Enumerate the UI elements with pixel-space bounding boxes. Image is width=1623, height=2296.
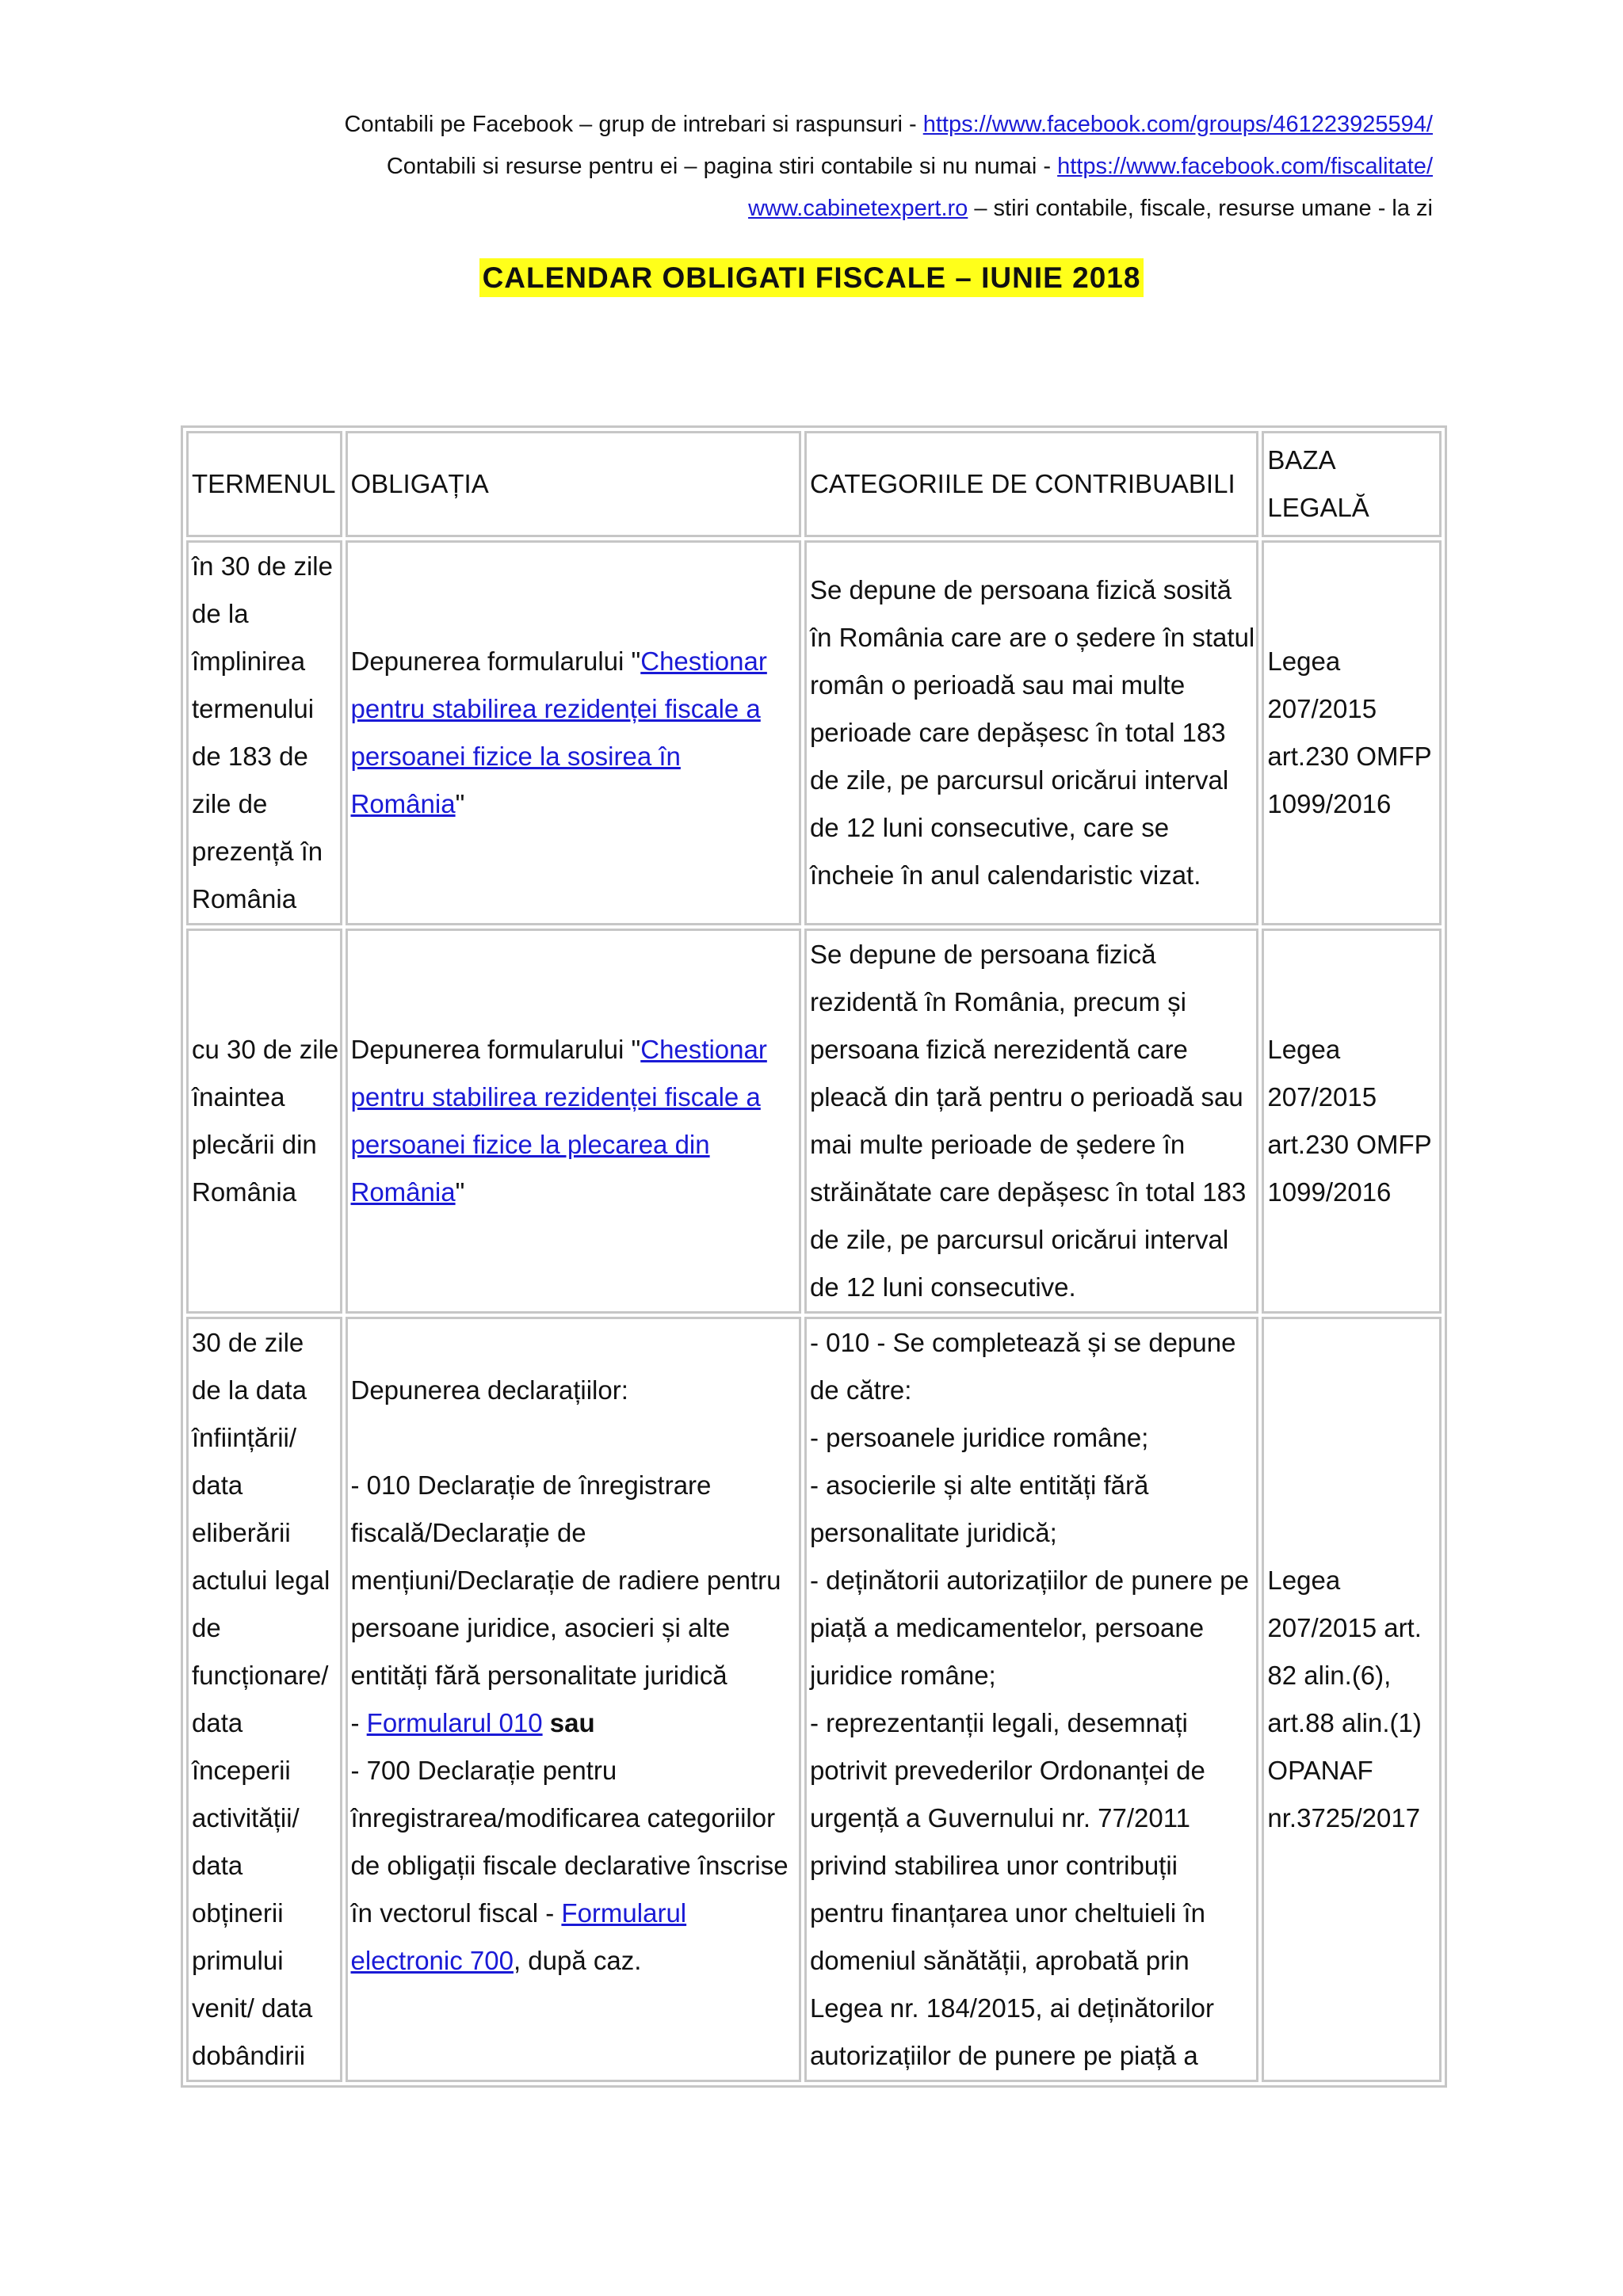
obligatie-prefix: Depunerea formularului " [350,1035,641,1064]
cell-baza: Legea 207/2015 art.230 OMFP 1099/2016 [1262,540,1442,925]
header-line-2-text: Contabili si resurse pentru ei – pagina stiri contabile si nu numai - [386,154,1058,179]
prefix: - [350,1708,367,1737]
categorii-line: - deținătorii autorizațiilor de punere pe piață a medicamentelor, persoane juridice române; [809,1566,1249,1690]
obligatie-intro: Depunerea declarațiilor: [350,1375,628,1405]
header-categorii: CATEGORIILE DE CONTRIBUABILI [804,431,1258,537]
cabinetexpert-link[interactable]: www.cabinetexpert.ro [748,196,968,221]
header-line-3 [345,188,1434,230]
categorii-line: - asocierile și alte entități fără personalitate juridică; [809,1470,1149,1547]
header-termenul: TERMENUL [186,431,342,537]
cell-obligatie [346,1317,801,2082]
obligatie-700 [351,1747,799,1985]
obligatie-suffix: " [455,1177,465,1207]
obligatie-010-form [351,1699,799,1747]
cell-baza: Legea 207/2015 art. 82 alin.(6), art.88 alin.(1) OPANAF nr.3725/2017 [1262,1317,1442,2082]
header-line-3-text: – stiri contabile, fiscale, resurse umane - la zi [968,196,1433,221]
categorii-line: - 010 - Se completează și se depune de către: [809,1328,1236,1405]
cell-categorii: Se depune de persoana fizică rezidentă în România, precum și persoana fizică nerezidentă care pleacă din țară pentru o perioadă sau mai multe perioade de ședere în străinătate care depășesc în total 183 de zile, pe parcursul oricărui interval de 12 luni consecutive. [804,929,1258,1314]
sau-label: sau [549,1708,595,1737]
obligations-table [181,425,1447,2088]
obligatie-suffix: " [455,789,465,818]
document-title: CALENDAR OBLIGATI FISCALE – IUNIE 2018 [479,258,1144,297]
facebook-group-link[interactable]: https://www.facebook.com/groups/461223925594/ [922,112,1433,137]
cell-obligatie [346,540,801,925]
cell-baza: Legea 207/2015 art.230 OMFP 1099/2016 [1262,929,1442,1314]
cell-termen: în 30 de zile de la împlinirea termenului de 183 de zile de prezență în România [186,540,342,925]
table-row [186,1317,1442,2082]
chestionar-plecare-link[interactable]: Chestionar pentru stabilirea rezidenței fiscale a persoanei fizice la plecarea din România [350,1035,767,1207]
header-baza-legala: BAZA LEGALĂ [1262,431,1442,537]
obligatie-prefix: Depunerea formularului " [350,646,641,676]
chestionar-sosire-link[interactable]: Chestionar pentru stabilirea rezidenței fiscale a persoanei fizice la sosirea în România [350,646,767,818]
formular-700-link[interactable]: Formularul electronic 700 [350,1898,687,1975]
header-line-1-text: Contabili pe Facebook – grup de intrebari si raspunsuri - [344,112,923,137]
document-title-wrap [0,261,1623,295]
table-row [186,929,1442,1314]
cell-obligatie [346,929,801,1314]
obligatie-700-text: - 700 Declarație pentru înregistrarea/modificarea categoriilor de obligații fiscale declarative înscrise în vectorul fiscal - [350,1756,789,1928]
table-header-row [186,431,1442,537]
cell-categorii: Se depune de persoana fizică sosită în România care are o ședere în statul român o perioadă sau mai multe perioade care depășesc în total 183 de zile, pe parcursul oricărui interval de 12 luni consecutive, care se încheie în anul calendaristic vizat. [804,540,1258,925]
facebook-page-link[interactable]: https://www.facebook.com/fiscalitate/ [1057,154,1433,179]
cell-termen: 30 de zile de la data înființării/ data eliberării actului legal de funcționare/ data începerii activității/ data obținerii primului venit/ data dobândirii [186,1317,342,2082]
categorii-line: - reprezentanții legali, desemnați potrivit prevederilor Ordonanței de urgență a Guvernului nr. 77/2011 privind stabilirea unor contribuții pentru finanțarea unor cheltuieli în domeniul sănătății, aprobată prin Legea nr. 184/2015, ai deținătorilor autorizațiilor de punere pe piață a [809,1708,1215,2070]
page-header [345,104,1434,230]
header-obligatia: OBLIGAȚIA [346,431,801,537]
header-line-1 [345,104,1434,146]
formular-010-link[interactable]: Formularul 010 [366,1708,543,1737]
categorii-line: - persoanele juridice române; [809,1423,1149,1452]
cell-categorii [804,1317,1258,2082]
obligatie-700-suffix: , după caz. [513,1946,642,1975]
obligatie-010: - 010 Declarație de înregistrare fiscală/Declarație de mențiuni/Declarație de radiere pentru persoane juridice, asocieri și alte entități fără personalitate juridică [350,1470,781,1690]
header-line-2 [345,146,1434,188]
table-row [186,540,1442,925]
cell-termen: cu 30 de zile înaintea plecării din România [186,929,342,1314]
